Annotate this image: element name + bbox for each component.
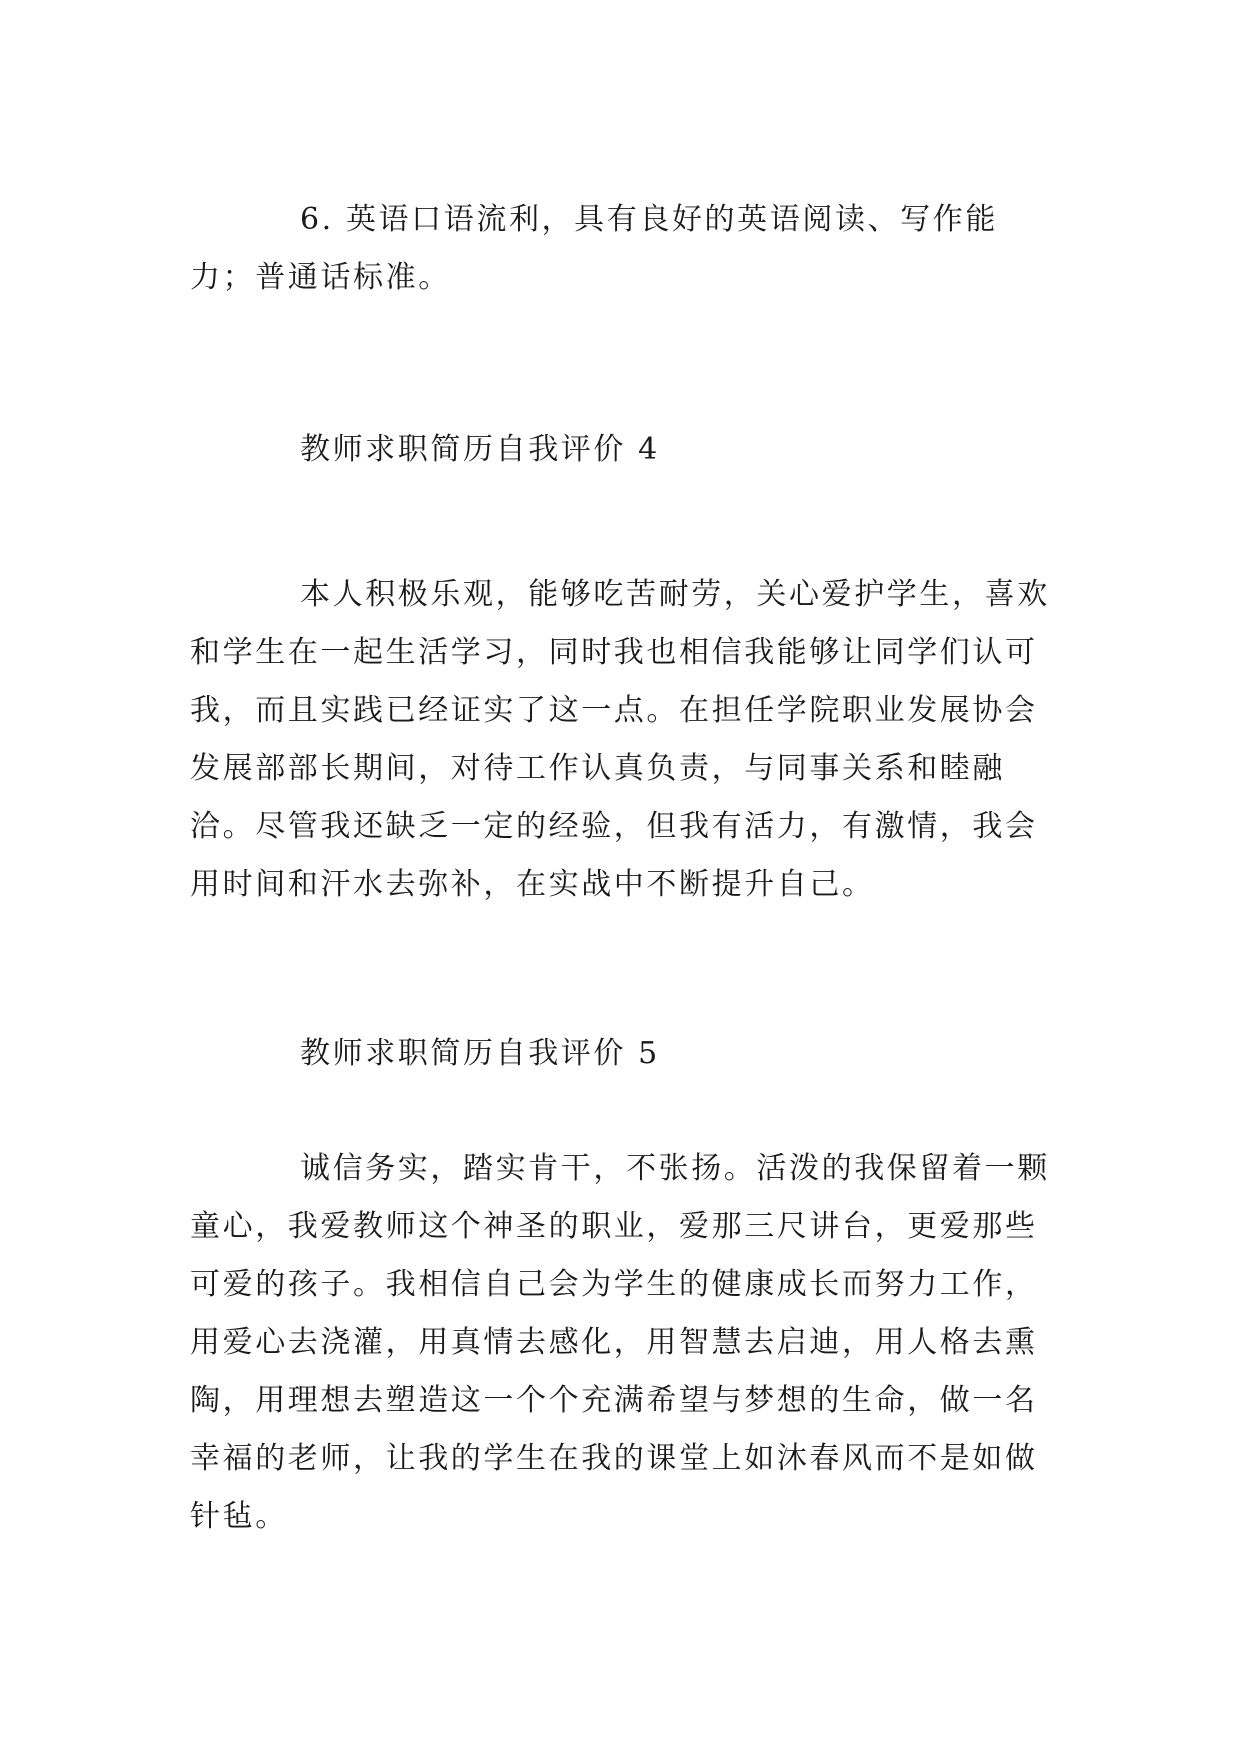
section-body-4: 本人积极乐观，能够吃苦耐劳，关心爱护学生，喜欢和学生在一起生活学习，同时我也相信我能够让同学们认可我，而且实践已经证实了这一点。在担任学院职业发展协会发展部部长期间，对待工作认真负责，与同事关系和睦融洽。尽管我还缺乏一定的经验，但我有活力，有激情，我会用时间和汗水去弥补，在实战中不断提升自己。 bbox=[190, 577, 1050, 902]
section-heading-5: 教师求职简历自我评价 5 bbox=[300, 1036, 660, 1071]
section-heading-4: 教师求职简历自我评价 4 bbox=[300, 432, 660, 467]
list-item-6: 6. 英语口语流利，具有良好的英语阅读、写作能力；普通话标准。 bbox=[190, 202, 998, 295]
section-body-5: 诚信务实，踏实肯干，不张扬。活泼的我保留着一颗童心，我爱教师这个神圣的职业，爱那三尺讲台，更爱那些可爱的孩子。我相信自己会为学生的健康成长而努力工作，用爱心去浇灌，用真情去感化，用智慧去启迪，用人格去熏陶，用理想去塑造这一个个充满希望与梦想的生命，做一名幸福的老师，让我的学生在我的课堂上如沐春风而不是如做针毡。 bbox=[190, 1151, 1050, 1534]
